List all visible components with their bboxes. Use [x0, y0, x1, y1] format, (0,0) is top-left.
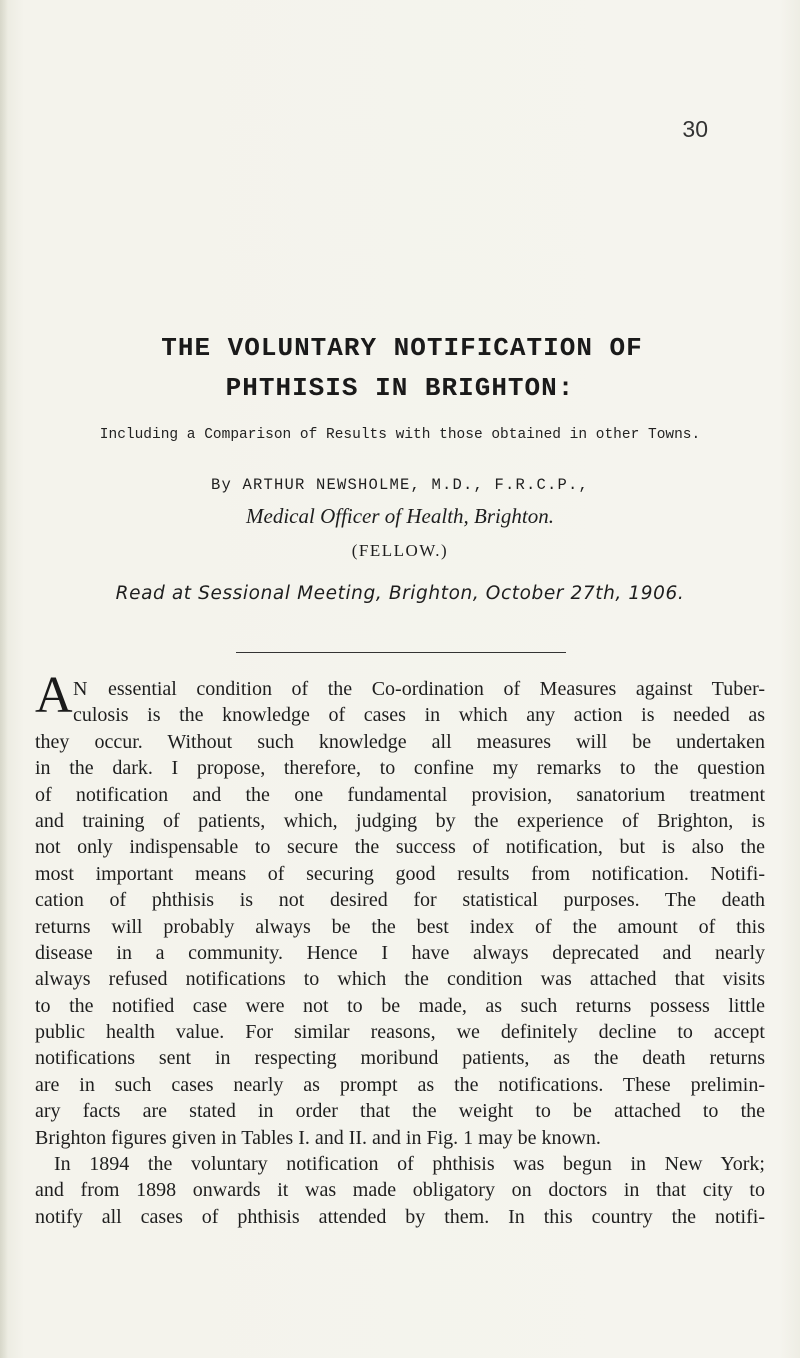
body-line: N essential condition of the Co-ordination of Measures against Tuber- [73, 678, 765, 700]
author-affiliation: Medical Officer of Health, Brighton. [246, 504, 554, 528]
body-line: disease in a community. Hence I have always deprecated and nearly [35, 941, 765, 964]
body-line: notify all cases of phthisis attended by them. In this country the notifi- [35, 1205, 765, 1228]
first-word-rest: N [73, 678, 89, 700]
drop-cap: A [35, 667, 73, 724]
article-title-line-2: PHTHISIS IN BRIGHTON: [225, 373, 575, 403]
body-line: public health value. For similar reasons, we definitely decline to accept [35, 1021, 765, 1044]
body-line: ary facts are stated in order that the weight to be attached to the [35, 1100, 765, 1123]
article-body [35, 667, 765, 1230]
body-line: in the dark. I propose, therefore, to confine my remarks to the question [35, 757, 765, 780]
body-line: returns will probably always be the best index of the amount of this [35, 915, 765, 938]
body-line: cation of phthisis is not desired for statistical purposes. The death [35, 889, 765, 912]
body-line: culosis is the knowledge of cases in which any action is needed as [73, 704, 765, 727]
author-byline: By ARTHUR NEWSHOLME, M.D., F.R.C.P., [210, 476, 590, 494]
body-line: In 1894 the voluntary notification of phthisis was begun in New York; [54, 1153, 765, 1176]
body-line: and from 1898 onwards it was made obligatory on doctors in that city to [35, 1179, 765, 1202]
body-line: Brighton figures given in Tables I. and II. and in Fig. 1 may be known. [35, 1126, 601, 1149]
article-title-line-1: THE VOLUNTARY NOTIFICATION OF [161, 333, 643, 363]
body-line: notifications sent in respecting moribund patients, as the death returns [35, 1047, 765, 1070]
author-membership: (FELLOW.) [351, 541, 449, 560]
body-line: are in such cases nearly as prompt as the notifications. These prelimin- [35, 1073, 765, 1096]
page-number: 30 [682, 116, 708, 142]
body-line: they occur. Without such knowledge all measures will be undertaken [35, 730, 765, 753]
body-line: not only indispensable to secure the success of notification, but is also the [35, 836, 765, 859]
section-divider [236, 652, 566, 653]
presentation-note: Read at Sessional Meeting, Brighton, October 27th, 1906. [115, 583, 685, 604]
page-gutter-shadow [0, 0, 8, 1358]
body-line: of notification and the one fundamental provision, sanatorium treatment [35, 783, 765, 806]
article-subtitle: Including a Comparison of Results with those obtained in other Towns. [99, 427, 701, 443]
body-line: to the notified case were not to be made, as such returns possess little [35, 994, 765, 1017]
body-line: always refused notifications to which the condition was attached that visits [35, 968, 765, 991]
body-line: most important means of securing good results from notification. Notifi- [35, 862, 765, 885]
body-line: and training of patients, which, judging by the experience of Brighton, is [35, 809, 765, 832]
